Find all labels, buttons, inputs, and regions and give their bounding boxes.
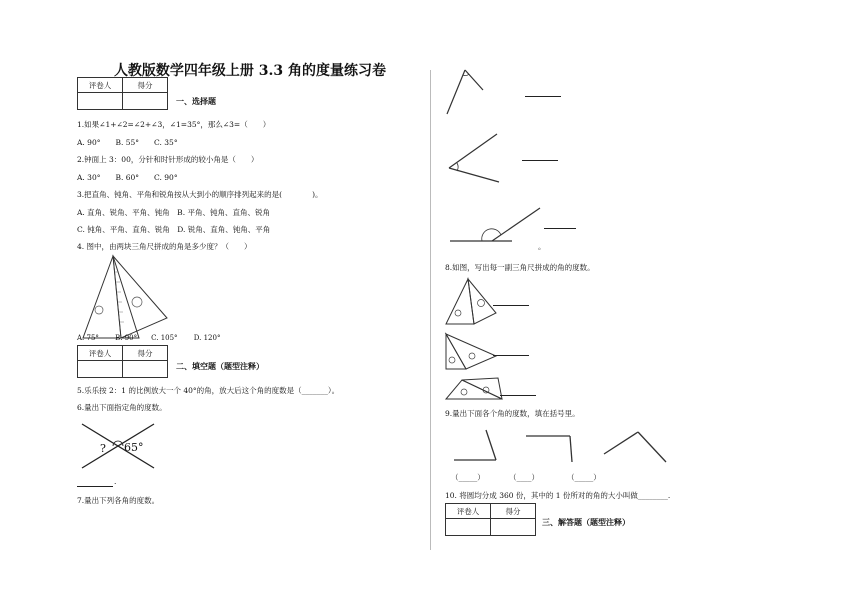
question-1: 1.如果∠1+∠2=∠2+∠3，∠1=35°，那么∠3=（ ）	[77, 120, 271, 129]
grader-cell[interactable]	[78, 361, 123, 378]
section-1-heading: 一、选择题	[176, 96, 216, 106]
answer-blank-angle-6[interactable]: （_____）	[567, 473, 601, 482]
score-cell[interactable]	[491, 519, 536, 536]
set-square-figure	[75, 252, 175, 344]
question-3-options-ab: A. 直角、锐角、平角、钝角 B. 平角、钝角、直角、锐角	[77, 208, 270, 217]
question-5: 5.乐乐按 2：1 的比例放大一个 40°的角，放大后这个角的度数是（_______）。	[77, 386, 340, 395]
grader-label: 评卷人	[446, 504, 491, 519]
answer-blank-angle-3[interactable]	[544, 228, 576, 229]
section-2-heading: 二、填空题（题型注释）	[176, 361, 264, 371]
question-1-options: A. 90° B. 55° C. 35°	[77, 138, 178, 147]
column-divider	[430, 70, 431, 550]
answer-blank-angle-3-end: 。	[538, 242, 546, 251]
answer-blank-pair-2[interactable]	[493, 355, 529, 356]
angle-figure-5	[524, 432, 576, 464]
question-8: 8.如图，写出每一副三角尺拼成的角的度数。	[445, 263, 595, 272]
answer-blank-angle-1[interactable]	[525, 96, 561, 97]
score-label: 得分	[491, 504, 536, 519]
answer-blank-angle-4[interactable]: （_____）	[451, 473, 485, 482]
question-3: 3.把直角、钝角、平角和锐角按从大到小的顺序排列起来的是( )。	[77, 190, 323, 199]
score-label: 得分	[123, 78, 168, 93]
unknown-angle-label: ?	[100, 442, 106, 455]
question-3-options-cd: C. 钝角、平角、直角、锐角 D. 锐角、直角、钝角、平角	[77, 225, 271, 234]
grader-label: 评卷人	[78, 78, 123, 93]
answer-blank-pair-1[interactable]	[493, 305, 529, 306]
page-title: 人教版数学四年级上册 3.3 角的度量练习卷	[113, 63, 387, 79]
score-table-1	[77, 77, 168, 110]
known-angle-label: 65°	[124, 441, 144, 454]
question-4-options: A. 75° B. 90° C. 105° D. 120°	[77, 334, 221, 342]
crossing-lines-figure	[80, 422, 160, 470]
question-4: 4. 图中，由两块三角尺拼成的角是多少度？（ ）	[77, 242, 252, 251]
grader-cell[interactable]	[78, 93, 123, 110]
section-3-heading: 三、解答题（题型注释）	[542, 517, 630, 527]
question-2-options: A. 30° B. 60° C. 90°	[77, 173, 178, 182]
answer-blank-pair-3[interactable]	[500, 395, 536, 396]
angle-figure-6	[600, 428, 670, 466]
set-square-pair-1	[444, 277, 500, 327]
answer-blank-q6-period: .	[114, 477, 117, 486]
question-10: 10. 将圆均分成 360 份，其中的 1 份所对的角的大小叫做________.	[445, 491, 671, 500]
angle-figure-2	[445, 130, 505, 184]
answer-blank-angle-5[interactable]: （____）	[509, 473, 539, 482]
grader-label: 评卷人	[78, 346, 123, 361]
question-2: 2.钟面上 3：00，分针和时针形成的较小角是（ ）	[77, 155, 259, 164]
set-square-pair-2	[444, 332, 500, 372]
answer-blank-q6[interactable]	[77, 486, 113, 487]
score-label: 得分	[123, 346, 168, 361]
angle-figure-4	[452, 428, 498, 464]
question-9: 9.量出下面各个角的度数，填在括号里。	[445, 409, 580, 418]
score-cell[interactable]	[123, 361, 168, 378]
question-7: 7.量出下列各角的度数。	[77, 496, 160, 505]
score-table-3	[445, 503, 536, 536]
score-table-2	[77, 345, 168, 378]
angle-figure-1	[445, 66, 485, 116]
score-cell[interactable]	[123, 93, 168, 110]
answer-blank-angle-2[interactable]	[522, 160, 558, 161]
angle-figure-3	[448, 206, 544, 246]
question-6: 6.量出下面指定角的度数。	[77, 403, 167, 412]
set-square-pair-3	[444, 376, 504, 402]
grader-cell[interactable]	[446, 519, 491, 536]
